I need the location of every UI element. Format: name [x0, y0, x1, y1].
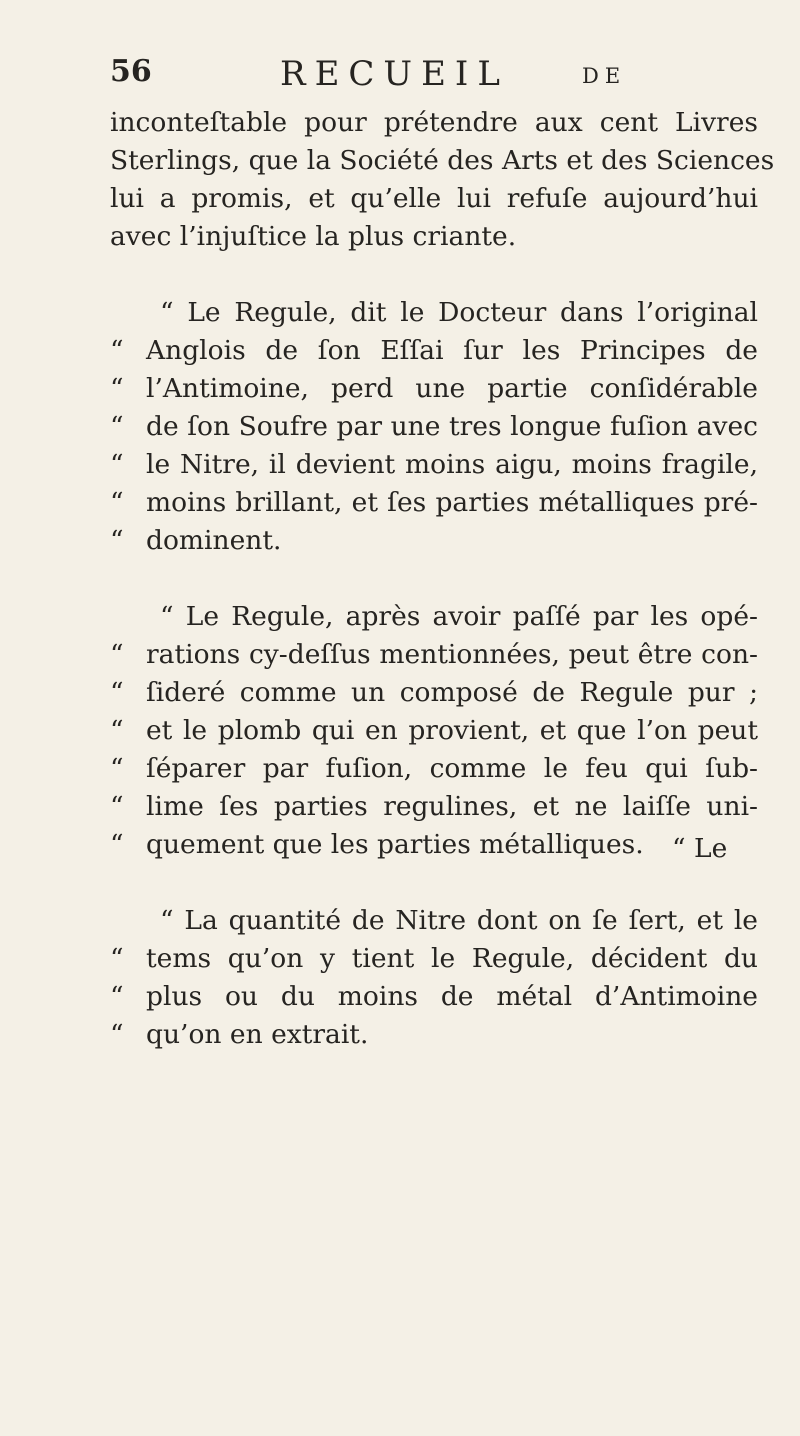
- paragraph-4: [110, 902, 758, 1054]
- quoted-line: [110, 636, 758, 674]
- text-line: ſéparer par fuſion, comme le feu qui ſub-: [146, 753, 758, 784]
- text-line: de ſon Soufre par une tres longue fuſion avec: [146, 411, 758, 442]
- quoted-line: [110, 978, 758, 1016]
- text-line: “ Le Regule, après avoir paſſé par les opé-: [160, 601, 758, 632]
- running-title: RECUEIL: [280, 54, 509, 94]
- quote-mark: “: [110, 753, 124, 784]
- quoted-line: [110, 408, 758, 446]
- text-line: “ Le Regule, dit le Docteur dans l’original: [160, 297, 758, 328]
- paragraph-3: [110, 598, 758, 864]
- text-line: ſideré comme un composé de Regule pur ;: [146, 677, 758, 708]
- quoted-line: [110, 522, 758, 560]
- quoted-line: [110, 332, 758, 370]
- text-line: lui a promis, et qu’elle lui refuſe aujourd’hui: [110, 183, 758, 214]
- paragraph-1: [110, 104, 775, 256]
- quoted-line: [110, 446, 758, 484]
- text-line: l’Antimoine, perd une partie conſidérable: [146, 373, 758, 404]
- quote-mark: “: [110, 449, 124, 480]
- text-line: “ La quantité de Nitre dont on ſe ſert, et le: [160, 905, 758, 936]
- quoted-line: [110, 940, 758, 978]
- text-line: inconteſtable pour prétendre aux cent Livres: [110, 107, 758, 138]
- quote-mark: “: [110, 1019, 124, 1050]
- running-title-small: DE: [582, 64, 627, 88]
- quote-mark: “: [110, 487, 124, 518]
- page-number: 56: [110, 54, 152, 89]
- quote-mark: “: [110, 943, 124, 974]
- quoted-line: [110, 674, 758, 712]
- quote-mark: “: [110, 715, 124, 746]
- text-line: plus ou du moins de métal d’Antimoine: [146, 981, 758, 1012]
- quote-mark: “: [110, 411, 124, 442]
- text-line: et le plomb qui en provient, et que l’on peut: [146, 715, 758, 746]
- text-line: rations cy-deſſus mentionnées, peut être con-: [146, 639, 758, 670]
- text-line: le Nitre, il devient moins aigu, moins fragile,: [146, 449, 758, 480]
- catchword: “ Le: [672, 833, 728, 864]
- text-line: lime ſes parties regulines, et ne laiſſe uni-: [146, 791, 758, 822]
- quote-mark: “: [110, 981, 124, 1012]
- quoted-line: [110, 484, 758, 522]
- quote-mark: “: [110, 829, 124, 860]
- text-line: moins brillant, et ſes parties métalliques pré-: [146, 487, 758, 518]
- quoted-line: [110, 788, 758, 826]
- quote-mark: “: [110, 335, 124, 366]
- quote-mark: “: [110, 791, 124, 822]
- text-line: qu’on en extrait.: [146, 1019, 369, 1050]
- quoted-line: [110, 826, 758, 864]
- quote-mark: “: [110, 525, 124, 556]
- text-line: Sterlings, que la Société des Arts et des Sciences: [110, 145, 775, 176]
- quoted-line: [110, 370, 758, 408]
- quote-mark: “: [110, 639, 124, 670]
- quoted-line: [110, 750, 758, 788]
- quote-mark: “: [110, 373, 124, 404]
- quoted-line: [110, 1016, 758, 1054]
- text-line: dominent.: [146, 525, 282, 556]
- quote-mark: “: [110, 677, 124, 708]
- text-line: Anglois de ſon Eſſai ſur les Principes de: [146, 335, 758, 366]
- quoted-line: [110, 712, 758, 750]
- page-body: [110, 104, 775, 1054]
- paragraph-2: [110, 294, 758, 560]
- text-line: quement que les parties métalliques.: [146, 829, 644, 860]
- page-header: [110, 54, 750, 104]
- text-line: avec l’injuſtice la plus criante.: [110, 221, 517, 252]
- text-line: tems qu’on y tient le Regule, décident du: [146, 943, 758, 974]
